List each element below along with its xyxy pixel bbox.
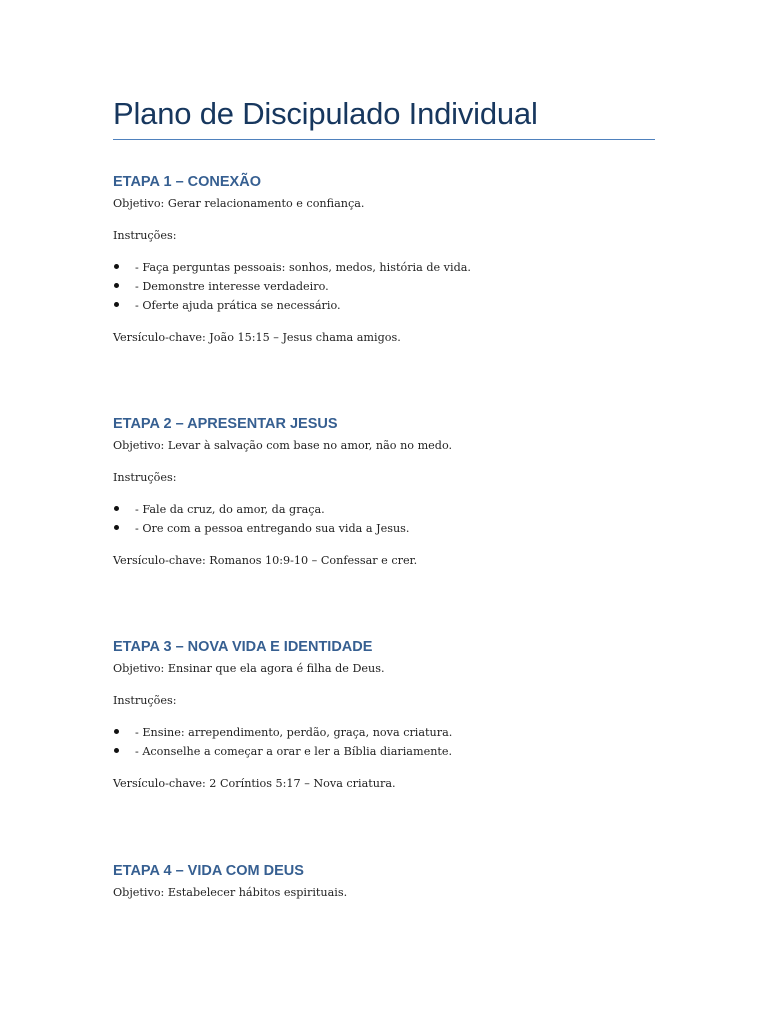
bullet-icon (114, 729, 119, 734)
bullet-icon (114, 264, 119, 269)
bullet-icon (114, 302, 119, 307)
list-item-text: - Faça perguntas pessoais: sonhos, medos, história de vida. (135, 261, 471, 274)
bullet-icon (114, 506, 119, 511)
key-verse-text: Versículo-chave: João 15:15 – Jesus chama amigos. (113, 331, 401, 344)
key-verse-text: Versículo-chave: 2 Coríntios 5:17 – Nova criatura. (113, 777, 396, 790)
list-item-text: - Demonstre interesse verdadeiro. (135, 280, 329, 293)
instructions-list (113, 723, 673, 761)
objective-text: Objetivo: Levar à salvação com base no amor, não no medo. (113, 439, 453, 452)
list-item (113, 500, 673, 519)
list-item (113, 519, 673, 538)
section-heading: ETAPA 3 – NOVA VIDA E IDENTIDADE (113, 639, 373, 655)
objective-text: Objetivo: Ensinar que ela agora é filha de Deus. (113, 662, 385, 675)
instructions-label: Instruções: (113, 471, 177, 484)
list-item (113, 723, 673, 742)
instructions-list (113, 258, 673, 315)
list-item-text: - Ore com a pessoa entregando sua vida a Jesus. (135, 522, 410, 535)
list-item (113, 296, 673, 315)
bullet-icon (114, 525, 119, 530)
list-item-text: - Fale da cruz, do amor, da graça. (135, 503, 325, 516)
list-item-text: - Aconselhe a começar a orar e ler a Bíblia diariamente. (135, 745, 453, 758)
key-verse-text: Versículo-chave: Romanos 10:9-10 – Confessar e crer. (113, 554, 418, 567)
title-underline-divider (113, 139, 655, 140)
section-heading: ETAPA 4 – VIDA COM DEUS (113, 863, 304, 879)
instructions-label: Instruções: (113, 694, 177, 707)
list-item (113, 742, 673, 761)
section-etapa-1 (113, 172, 673, 347)
section-etapa-4 (113, 861, 673, 902)
instructions-list (113, 500, 673, 538)
section-heading: ETAPA 1 – CONEXÃO (113, 174, 261, 190)
bullet-icon (114, 283, 119, 288)
bullet-icon (114, 748, 119, 753)
list-item (113, 258, 673, 277)
objective-text: Objetivo: Gerar relacionamento e confiança. (113, 197, 365, 210)
page-title: Plano de Discipulado Individual (113, 96, 538, 131)
instructions-label: Instruções: (113, 229, 177, 242)
list-item-text: - Oferte ajuda prática se necessário. (135, 299, 341, 312)
list-item-text: - Ensine: arrependimento, perdão, graça, nova criatura. (135, 726, 453, 739)
list-item (113, 277, 673, 296)
section-heading: ETAPA 2 – APRESENTAR JESUS (113, 416, 338, 432)
objective-text: Objetivo: Estabelecer hábitos espirituais. (113, 886, 348, 899)
section-etapa-3 (113, 637, 673, 793)
section-etapa-2 (113, 414, 673, 570)
